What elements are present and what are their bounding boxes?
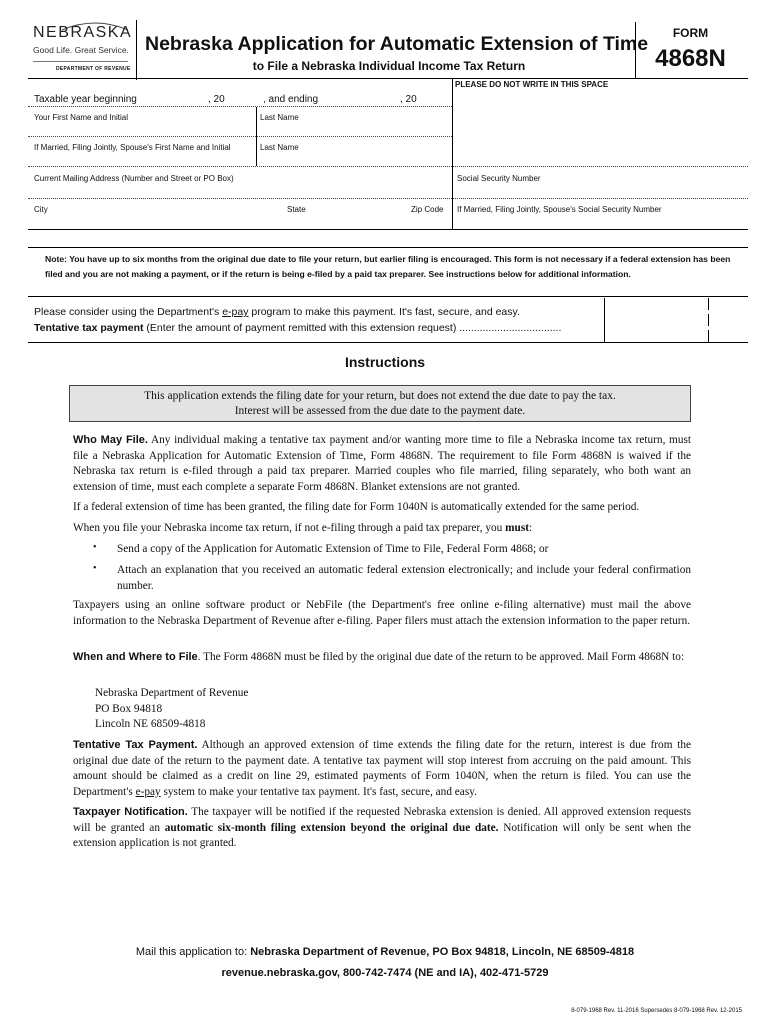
- callout-line-2: Interest will be assessed from the due date to the payment date.: [234, 405, 526, 417]
- spouse-name-input-line[interactable]: [28, 166, 748, 167]
- contact-line: revenue.nebraska.gov, 800-742-7474 (NE and IA), 402-471-5729: [221, 967, 549, 979]
- who-may-file-heading: Who May File.: [73, 434, 148, 446]
- tentative-payment-line: [34, 322, 561, 334]
- payment-tick: [708, 314, 709, 326]
- no-write-divider: [452, 79, 453, 230]
- taxable-year-label: Taxable year beginning: [34, 94, 137, 105]
- form-subtitle: to File a Nebraska Individual Income Tax Return: [252, 59, 526, 73]
- instructions-heading: Instructions: [344, 354, 426, 370]
- tentative-payment-heading: Tentative Tax Payment.: [73, 739, 198, 751]
- name-input-line[interactable]: [28, 136, 452, 137]
- taxable-year-input-line[interactable]: [28, 106, 452, 107]
- zip-label: Zip Code: [411, 205, 444, 214]
- software-paragraph: Taxpayers using an online software product or NebFile (the Department's free online e-filing alternative) must mail the above information to the Nebraska Department of Revenue after e-filing. Paper filers must attach the extension information to the paper return.: [73, 599, 691, 627]
- payment-amount-field[interactable]: [28, 342, 748, 343]
- no-write-notice: PLEASE DO NOT WRITE IN THIS SPACE: [455, 80, 609, 89]
- payment-tick: [708, 330, 709, 342]
- tentative-payment-desc: (Enter the amount of payment remitted with this extension request) ...................................: [143, 322, 562, 334]
- first-name-label: Your First Name and Initial: [34, 113, 128, 122]
- mailing-address-label: Current Mailing Address (Number and Street or PO Box): [34, 174, 234, 183]
- epay-line-pre: Please consider using the Department's: [34, 306, 223, 318]
- spouse-ssn-label: If Married, Filing Jointly, Spouse's Social Security Number: [457, 205, 662, 214]
- mailing-address-block: [95, 686, 248, 733]
- city-input-line[interactable]: [28, 229, 748, 230]
- epay-link[interactable]: e-pay: [222, 306, 249, 318]
- mail-to-address: Nebraska Department of Revenue, PO Box 94818, Lincoln, NE 68509-4818: [250, 946, 635, 958]
- header-rule: [28, 78, 748, 79]
- taxpayer-notification-text: The taxpayer will be notified if the requested Nebraska extension is denied. All approved extension requests will be granted an: [73, 806, 691, 834]
- form-label: FORM: [672, 26, 709, 40]
- ending-20: , 20: [400, 94, 417, 105]
- logo-divider: [33, 61, 128, 62]
- revision-note: 8-079-1968 Rev. 11-2016 Supersedes 8-079-1968 Rev. 12-2015: [571, 1008, 742, 1014]
- spouse-first-name-label: If Married, Filing Jointly, Spouse's First Name and Initial: [34, 143, 231, 152]
- state-label: State: [287, 205, 306, 214]
- when-file-paragraph: [73, 521, 691, 537]
- who-may-file-paragraph: [73, 433, 691, 495]
- when-file-pre: When you file your Nebraska income tax return, if not e-filing through a paid tax preparer, you: [73, 522, 506, 534]
- address-line-2: PO Box 94818: [95, 702, 163, 715]
- address-line-3: Lincoln NE 68509-4818: [95, 718, 206, 731]
- tentative-payment-text: Although an approved extension of time extends the filing date for the return, interest is due from the original due date of the return to the payment date. A tentative tax payment will stop interest from accruing on the paid amount. This amount should be claimed as a credit on line 29, estimated payments of Form 1040N, when the return is filed. You can use the Department's: [73, 739, 691, 798]
- city-label: City: [34, 205, 48, 214]
- bullet-1: Send a copy of the Application for Automatic Extension of Time to File, Federal Form 4868; or: [117, 543, 549, 555]
- callout-line-1: This application extends the filing date for your return, but does not extend the due date to pay the tax.: [144, 390, 616, 402]
- form-title: Nebraska Application for Automatic Extension of Time: [145, 33, 649, 55]
- tentative-payment-paragraph: [73, 738, 691, 800]
- ssn-label: Social Security Number: [457, 174, 541, 183]
- instructions-callout-text: [69, 389, 691, 419]
- taxpayer-notification-paragraph: [73, 805, 691, 852]
- when-file-must: must: [505, 522, 529, 534]
- tentative-payment-label: Tentative tax payment: [34, 322, 144, 334]
- payment-divider: [604, 298, 605, 342]
- taxpayer-notification-heading: Taxpayer Notification.: [73, 806, 188, 818]
- last-name-label: Last Name: [260, 113, 299, 122]
- spouse-last-name-label: Last Name: [260, 143, 299, 152]
- when-file-post: :: [529, 522, 533, 534]
- logo-tagline: Good Life. Great Service.: [33, 45, 129, 55]
- mail-to-line: [0, 946, 770, 958]
- payment-tick: [708, 298, 709, 310]
- six-month-extension-emphasis: automatic six-month filing extension beyond the original due date.: [164, 821, 499, 834]
- logo-name: NEBRASKA: [33, 24, 133, 41]
- bullet-1-marker: •: [93, 542, 97, 553]
- taxpayer-notification-text-end: Notification will only be sent when the extension application is not granted.: [73, 821, 691, 850]
- bullet-2-marker: •: [93, 563, 97, 574]
- taxable-year-20: , 20: [208, 94, 225, 105]
- header-divider: [136, 20, 137, 80]
- federal-extension-paragraph: If a federal extension of time has been granted, the filing date for Form 1040N is automatically extended for the same period.: [73, 501, 640, 513]
- where-to-file-heading: When and Where to File: [73, 651, 198, 663]
- tentative-payment-text-end: system to make your tentative tax payment. It's fast, secure, and easy.: [160, 785, 477, 798]
- epay-system-link[interactable]: e-pay: [135, 785, 161, 798]
- epay-line-post: program to make this payment. It's fast, secure, and easy.: [248, 306, 520, 318]
- mail-to-label: Mail this application to:: [135, 946, 251, 958]
- and-ending-label: , and ending: [263, 94, 319, 105]
- epay-line: [34, 306, 520, 318]
- where-to-file-text: . The Form 4868N must be filed by the original due date of the return to be approved. Mail Form 4868N to:: [197, 651, 685, 663]
- address-input-line[interactable]: [28, 198, 748, 199]
- who-may-file-text: Any individual making a tentative tax payment and/or wanting more time to file a Nebraska income tax return, must file a Nebraska Application for Automatic Extension of Time, Form 4868N. The requirement to file Form 4868N is waived if the Nebraska tax return is e-filed through a paid tax preparer. Married couples who file married, filing separately, who both want an extension of time, must each complete a separate Form 4868N. Blanket extensions are not granted.: [73, 434, 692, 493]
- logo-department: DEPARTMENT OF REVENUE: [56, 66, 131, 72]
- bullet-2: Attach an explanation that you received an automatic federal extension electronically; and include your federal confirmation number.: [117, 564, 691, 592]
- note-text: Note: You have up to six months from the original due date to file your return, but earlier filing is encouraged. This form is not necessary if a federal extension has been filed and you are not making a payment, or if the return is being e-filed by a paid tax preparer. See instructions below for additional information.: [45, 254, 731, 279]
- address-line-1: Nebraska Department of Revenue: [95, 687, 249, 699]
- form-number: 4868N: [655, 45, 726, 72]
- where-to-file-paragraph: [73, 650, 691, 666]
